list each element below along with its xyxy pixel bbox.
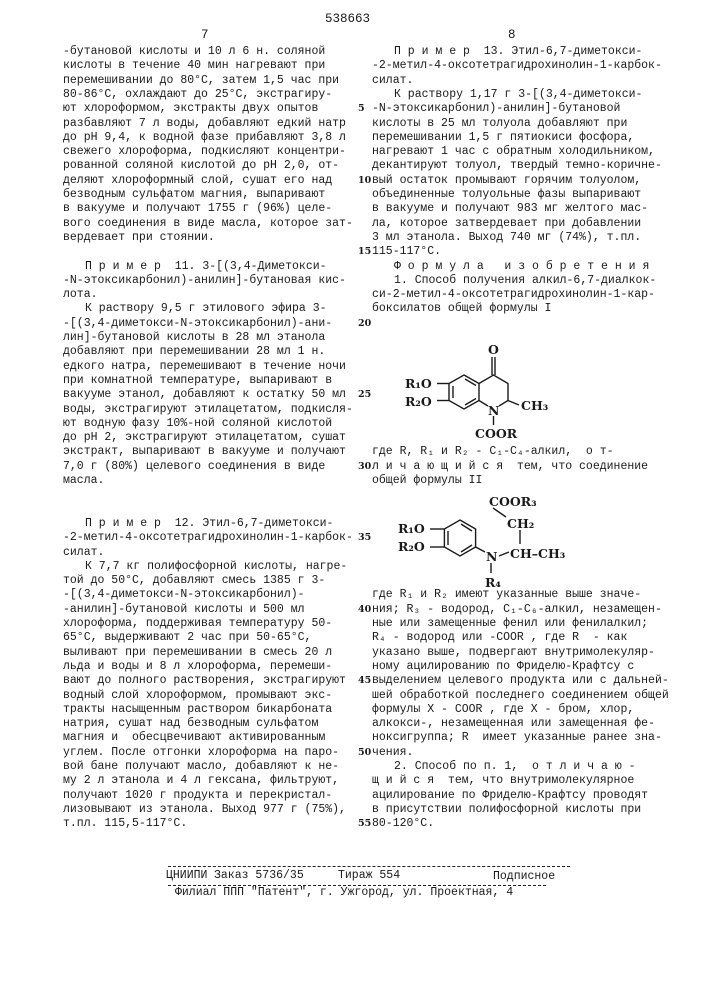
claim-text-line: указано выше, подвергают внутримолекуляр- <box>372 646 655 660</box>
line-number: 50 <box>358 746 371 760</box>
line-number: 35 <box>358 531 371 545</box>
example-12-text-line: вают до полного растворения, экстрагируют <box>63 674 346 688</box>
example-10-text-line: свежего хлороформа, подкисляют концентри- <box>63 145 346 159</box>
line-number: 5 <box>358 102 365 116</box>
bond <box>461 545 472 552</box>
example-12-text-line: П р и м е р 12. Этил-6,7-диметокси- <box>85 517 333 531</box>
example-12-text-line: водный слой хлороформом, промывают экс- <box>63 689 332 703</box>
example-10-text-line: перемешивании до 80°С, затем 1,5 час при <box>63 74 339 88</box>
footer-subscription: Подписное <box>493 870 555 884</box>
claim-text-line: формулы X - COOR , где X - бром, хлор, <box>372 703 634 717</box>
example-11-text-line: до рН 2, экстрагируют этилацетатом, сушат <box>63 431 346 445</box>
ch2-label: CH₂ <box>507 516 534 531</box>
claim-1-text-line: боксилатов общей формулы I <box>372 302 551 316</box>
example-10-text-line: в вакууме и получают 1755 г (96%) целе- <box>63 202 332 216</box>
claim-text-line: где R₁ и R₂ имеют указанные выше значе- <box>372 588 641 602</box>
example-11-text-line: К раствору 9,5 г этилового эфира 3- <box>85 302 327 316</box>
line-number: 25 <box>358 388 371 402</box>
example-12-text-line: К 7,7 кг полифосфорной кислоты, нагре- <box>85 560 347 574</box>
footer-order: Заказ 5736/35 <box>214 869 304 883</box>
example-10-text-line: разбавляют 7 л воды, добавляют едкий натр <box>63 117 346 131</box>
example-13-text-line: 3 мл этанола. Выход 740 мг (74%), т.пл. <box>372 231 641 245</box>
example-13-text-line: декантируют толуол, твердый темно-коричне- <box>372 159 662 173</box>
line-number: 40 <box>358 603 371 617</box>
r1o-label: R₁O <box>405 376 432 391</box>
example-12-text-line: 65°С, выдерживают 2 час при 50-65°С, <box>63 631 311 645</box>
example-10-text-line: кислоты в течение 40 мин нагревают при <box>63 59 325 73</box>
footer-circulation: Тираж 554 <box>338 869 400 883</box>
example-12-text-line: силат. <box>63 546 104 560</box>
claim-text-line: в присутствии полифосфорной кислоты при <box>372 803 641 817</box>
example-10-text-line: ют хлороформом, экстракты двух опытов <box>63 102 318 116</box>
claim-text-line: щ и й с я тем, что внутримолекулярное <box>372 774 634 788</box>
example-13-text-line: вый остаток промывают горячим толуолом, <box>372 174 641 188</box>
methyl-label: CH₃ <box>521 398 548 413</box>
example-12-text-line: хлороформа, поддерживая температуру 50- <box>63 617 332 631</box>
example-11-text-line: ют водную фазу 10%-ной соляной кислотой <box>63 417 332 431</box>
claim-text-line: ному ацилированию по Фриделю-Крафтсу с <box>372 660 634 674</box>
example-12-text-line: получают 1020 г продукта и перекристал- <box>63 789 332 803</box>
example-12-text-line: вой бане получают масло, добавляют к не- <box>63 760 339 774</box>
r2o-label: R₂O <box>398 539 425 554</box>
example-11-text-line: -N-этоксикарбонил)-анилин]-бутановая кис- <box>63 274 346 288</box>
example-12-text-line: выливают при перемешивании в смесь 20 л <box>63 646 332 660</box>
example-12-text-line: -2-метил-4-оксотетрагидрохинолин-1-карбок- <box>63 531 353 545</box>
nitrogen-label: N <box>486 549 497 564</box>
claims-heading: Ф о р м у л а и з о б р е т е н и я <box>394 260 649 274</box>
bond <box>465 379 476 386</box>
patent-page <box>0 0 707 1000</box>
claim-text-line: алкокси-, незамещенная или замещенная фе- <box>372 717 655 731</box>
example-11-text-line: лота. <box>63 288 98 302</box>
r2o-label: R₂O <box>405 394 432 409</box>
example-11-text-line: 7,0 г (80%) целевого соединения в виде <box>63 460 325 474</box>
structural-formula-II <box>390 490 640 590</box>
example-12-text-line: магния и обесцвечивают активированным <box>63 731 325 745</box>
claim-1-text-line: где R, R₁ и R₂ - C₁-C₄-алкил, о т- <box>372 445 614 459</box>
claim-1-text-line: общей формулы II <box>372 474 482 488</box>
line-number: 10 <box>358 174 371 188</box>
example-13-text-line: -2-метил-4-оксотетрагидрохинолин-1-карбок- <box>372 59 662 73</box>
line-number: 20 <box>358 317 371 331</box>
claim-text-line: ные или замещенные фенил или фенилалкил; <box>372 617 648 631</box>
ester-label: COOR <box>475 426 518 441</box>
example-10-text-line: вердевает при стоянии. <box>63 231 215 245</box>
example-13-text-line: объединенные толуольные фазы выпаривают <box>372 188 641 202</box>
claim-text-line: чения. <box>372 746 413 760</box>
example-11-text-line: лин]-бутановой кислоты в 28 мл этанола <box>63 331 325 345</box>
footer-branch-address: Филиал ППП "Патент", г. Ужгород, ул. Проектная, 4 <box>175 886 513 900</box>
bond <box>493 508 506 517</box>
line-number: 30 <box>358 460 371 474</box>
bond <box>476 547 485 552</box>
bond <box>508 401 519 406</box>
example-12-text-line: натрия, сушат над безводным сульфатом <box>63 717 318 731</box>
example-13-text-line: -N-этоксикарбонил)-анилин]-бутановой <box>372 102 620 116</box>
example-11-text-line: воды, экстрагируют этилацетатом, подкисля- <box>63 403 353 417</box>
bond <box>499 552 509 556</box>
heterocycle-ring <box>479 375 508 406</box>
example-12-text-line: тракты насыщенным раствором бикарбоната <box>63 703 332 717</box>
example-10-text-line: деляют хлороформный слой, сушат его над <box>63 174 332 188</box>
bond <box>479 401 488 407</box>
example-12-text-line: углем. После отгонки хлороформа на паро- <box>63 746 339 760</box>
example-13-text-line: П р и м е р 13. Этил-6,7-диметокси- <box>394 45 642 59</box>
r1o-label: R₁O <box>398 521 425 536</box>
example-11-text-line: П р и м е р 11. 3-[(3,4-Диметокси- <box>85 260 327 274</box>
example-13-text-line: перемешивании 1,5 г пятиокиси фосфора, <box>372 131 634 145</box>
claim-text-line: R₄ - водород или -COOR , где R - как <box>372 631 627 645</box>
claim-text-line: ацилирование по Фриделю-Крафтсу проводят <box>372 789 648 803</box>
example-11-text-line: вакууме этанол, добавляют к остатку 50 мл <box>63 388 346 402</box>
example-10-text-line: вого соединения в виде масла, которое зат- <box>63 217 353 231</box>
nitrogen-label: N <box>488 403 499 418</box>
page-number-right: 8 <box>508 28 516 42</box>
claim-text-line: 80-120°С. <box>372 817 434 831</box>
claim-1-text-line: 1. Способ получения алкил-6,7-диалкок- <box>394 274 656 288</box>
claim-1-text-line: си-2-метил-4-оксотетрагидрохинолин-1-кар- <box>372 288 655 302</box>
example-13-text-line: ла, которое затвердевает при добавлении <box>372 217 641 231</box>
example-12-text-line: -[(3,4-диметокси-N-этоксикарбонил)- <box>63 588 305 602</box>
example-12-text-line: льда и воды и 8 л хлороформа, перемеши- <box>63 660 332 674</box>
bond <box>465 399 476 406</box>
ch-ch3-label: CH–CH₃ <box>510 546 565 561</box>
example-10-text-line: безводным сульфатом магния, выпаривают <box>63 188 325 202</box>
example-10-text-line: 80-86°С, охлаждают до 25°С, экстрагиру- <box>63 88 332 102</box>
claim-text-line: 2. Способ по п. 1, о т л и ч а ю - <box>394 760 636 774</box>
claim-text-line: шей обработкой последнего соединением общей <box>372 689 669 703</box>
page-number-left: 7 <box>201 28 209 42</box>
line-number: 15 <box>358 245 371 259</box>
example-11-text-line: экстракт, выпаривают в вакууме и получают <box>63 445 346 459</box>
ester-r3-label: COOR₃ <box>489 494 537 509</box>
example-13-text-line: силат. <box>372 74 413 88</box>
footer-rule-top <box>168 866 570 867</box>
example-11-text-line: -[(3,4-диметокси-N-этоксикарбонил)-ани- <box>63 317 332 331</box>
example-13-text-line: кислоты в 25 мл толуола добавляют при <box>372 117 627 131</box>
example-13-text-line: нагревают 1 час с обратным холодильником, <box>372 145 655 159</box>
patent-number: 538663 <box>325 12 370 26</box>
line-number: 45 <box>358 674 371 688</box>
example-11-text-line: масла. <box>63 474 104 488</box>
example-13-text-line: К раствору 1,17 г 3-[(3,4-диметокси- <box>394 88 642 102</box>
benzene-ring <box>444 520 475 556</box>
claim-text-line: ния; R₃ - водород, C₁-C₆-алкил, незамещен- <box>372 603 662 617</box>
example-11-text-line: добавляют при перемешивании 28 мл 1 н. <box>63 345 325 359</box>
example-11-text-line: при комнатной температуре, выпаривают в <box>63 374 332 388</box>
bond <box>461 524 472 531</box>
example-12-text-line: му 2 л этанола и 4 л гексана, фильтруют, <box>63 774 339 788</box>
example-13-text-line: 115-117°С. <box>372 245 441 259</box>
example-10-text-line: -бутановой кислоты и 10 л 6 н. соляной <box>63 45 325 59</box>
oxo-label: O <box>488 342 499 357</box>
claim-text-line: ноксигруппа; R имеет указанные ранее зна- <box>372 731 662 745</box>
structural-formula-I <box>395 335 575 445</box>
line-number: 55 <box>358 817 371 831</box>
claim-1-text-line: л и ч а ю щ и й с я тем, что соединение <box>372 460 648 474</box>
r4-label: R₄ <box>485 575 501 590</box>
example-12-text-line: -анилин]-бутановой кислоты и 500 мл <box>63 603 305 617</box>
example-12-text-line: лизовывают из этанола. Выход 977 г (75%), <box>63 803 346 817</box>
footer-org: ЦНИИПИ <box>166 869 207 883</box>
claim-text-line: выделением целевого продукта или с дальней- <box>372 674 669 688</box>
example-12-text-line: той до 50°С, добавляют смесь 1385 г 3- <box>63 574 325 588</box>
example-13-text-line: в вакууме и получают 983 мг желтого мас- <box>372 202 648 216</box>
example-10-text-line: до рН 9,4, к водной фазе прибавляют 3,8 л <box>63 131 346 145</box>
example-11-text-line: едкого натра, перемешивают в течение ночи <box>63 360 346 374</box>
example-10-text-line: рованной соляной кислотой до рН 2,0, от- <box>63 159 339 173</box>
example-12-text-line: т.пл. 115,5-117°С. <box>63 817 187 831</box>
